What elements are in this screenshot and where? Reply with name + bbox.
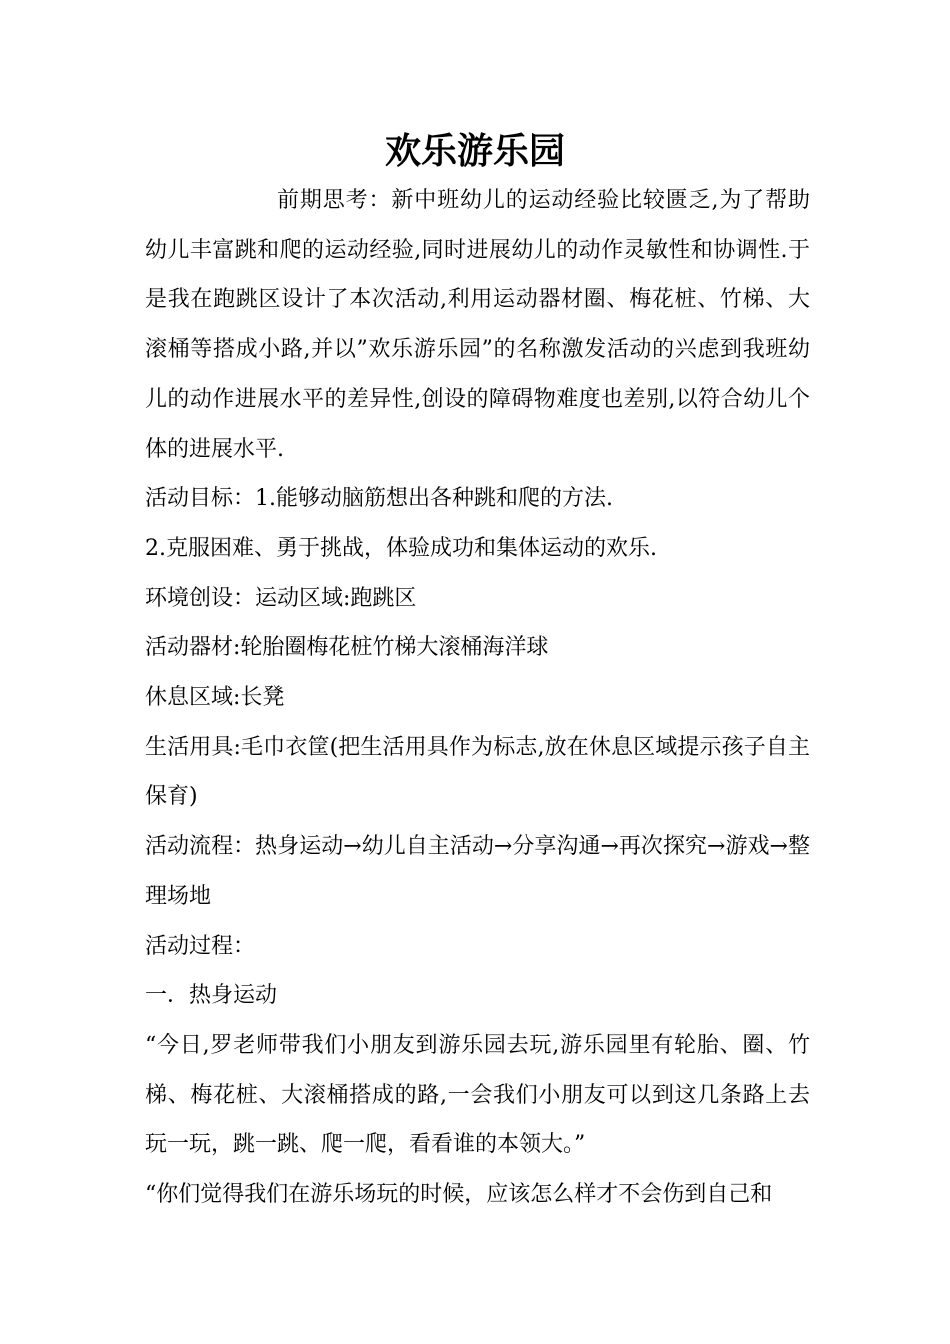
paragraph-preliminary-thinking: 前期思考：新中班幼儿的运动经验比较匮乏,为了帮助幼儿丰富跳和爬的运动经验,同时进展幼儿的动作灵敏性和协调性.于是我在跑跳区设计了本次活动,利用运动器材圈、梅花桩、竹梯、大滚桶等搭成小路,并以”欢乐游乐园”的名称激发活动的兴虑到我班幼儿的动作进展水平的差异性,创设的障碍物难度也差别,以符合幼儿个体的进展水平. bbox=[145, 188, 810, 462]
paragraph-daily-items: 生活用具:毛巾衣筐(把生活用具作为标志,放在休息区域提示孩子自主保育) bbox=[145, 734, 810, 810]
document-body bbox=[145, 176, 810, 1220]
paragraph-environment: 环境创设：运动区域:跑跳区 bbox=[145, 585, 417, 611]
paragraph-equipment: 活动器材:轮胎圈梅花桩竹梯大滚桶海洋球 bbox=[145, 635, 549, 661]
paragraph-rest-area: 休息区域:长凳 bbox=[145, 685, 285, 711]
paragraph-quote-1: “今日,罗老师带我们小朋友到游乐园去玩,游乐园里有轮胎、圈、竹梯、梅花桩、大滚桶搭成的路,一会我们小朋友可以到这几条路上去玩一玩，跳一跳、爬一爬，看看谁的本领大。” bbox=[145, 1032, 810, 1158]
document-title: 欢乐游乐园 bbox=[384, 131, 565, 172]
paragraph-activity-goal-1: 活动目标：1.能够动脑筋想出各种跳和爬的方法. bbox=[145, 486, 613, 512]
paragraph-warmup-heading: 一．热身运动 bbox=[145, 983, 278, 1009]
paragraph-activity-flow: 活动流程：热身运动→幼儿自主活动→分享沟通→再次探究→游戏→整理场地 bbox=[145, 834, 810, 909]
paragraph-activity-process: 活动过程： bbox=[145, 933, 256, 959]
paragraph-quote-2: “你们觉得我们在游乐场玩的时候，应该怎么样才不会伤到自己和 bbox=[145, 1182, 773, 1208]
paragraph-activity-goal-2: 2.克服困难、勇于挑战，体验成功和集体运动的欢乐. bbox=[145, 535, 657, 561]
